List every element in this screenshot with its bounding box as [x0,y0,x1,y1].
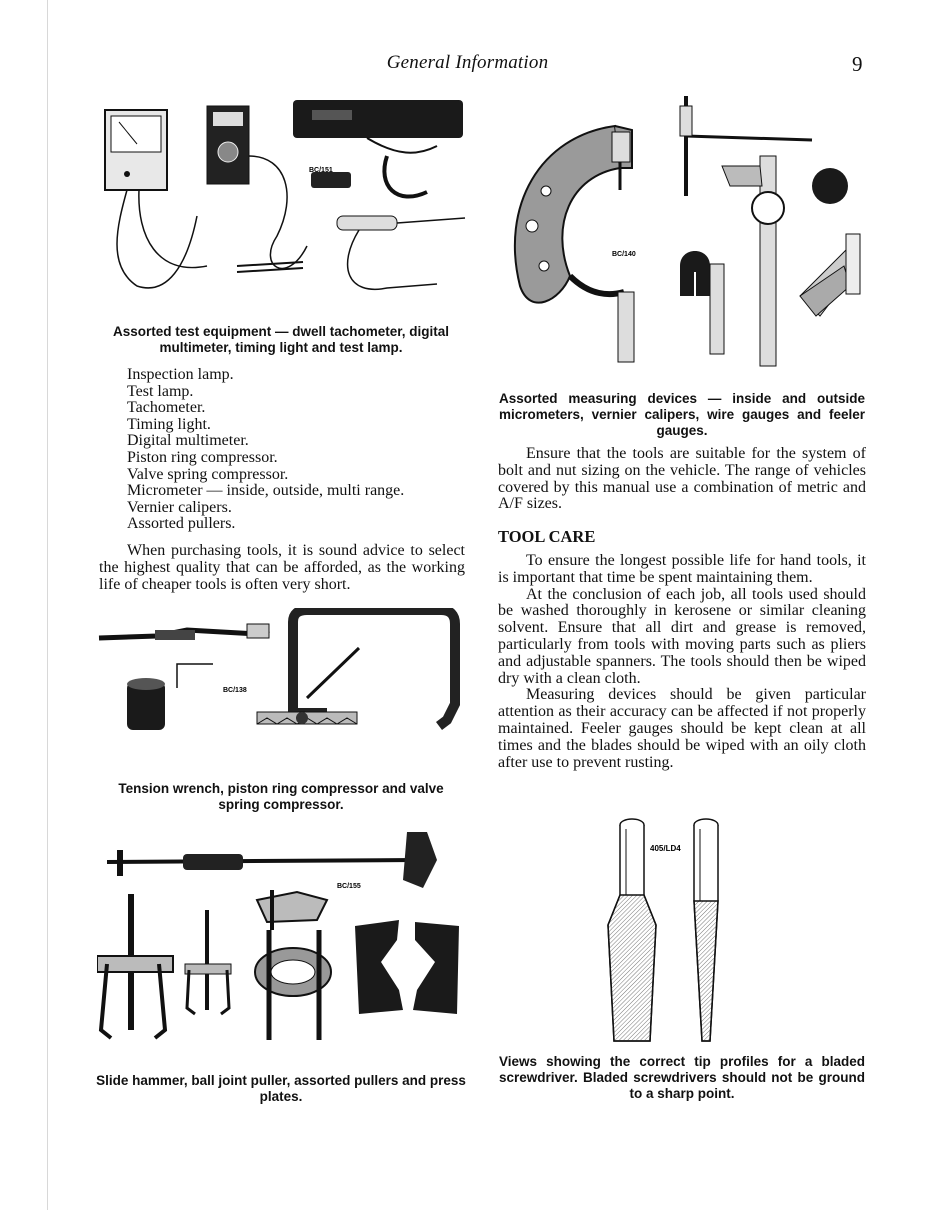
screwdriver-tip-illustration [598,815,738,1047]
list-item: Timing light. [127,415,211,433]
page-number: 9 [852,52,863,76]
tool-care-paragraph: To ensure the longest possible life for hand tools, it is important that time be spent maintaining them. [498,552,866,586]
measuring-devices-illustration [500,96,870,378]
puller-tools-illustration [97,830,467,1050]
compressor-tools-illustration [97,608,467,768]
list-item: Piston ring compressor. [127,448,278,466]
figure-caption-pullers: Slide hammer, ball joint puller, assorted pullers and press plates. [96,1073,466,1104]
list-item: Vernier calipers. [127,498,232,516]
tool-list [127,367,404,533]
figure-caption-compressors: Tension wrench, piston ring compressor and valve spring compressor. [118,781,444,812]
tool-care-paragraph: At the conclusion of each job, all tools used should be washed thoroughly in kerosene or similar cleaning solvent. Ensure that all dirt and grease is removed, particularly from tools with moving parts such as pliers and adjustable spanners. The tools should then be wiped dry with a clean cloth. [498,585,866,687]
figure-caption-screwdriver: Views showing the correct tip profiles for a bladed screwdriver. Bladed screwdrivers should not be ground to a sharp point. [499,1054,865,1101]
tool-care-heading: TOOL CARE [498,527,596,546]
tool-care-paragraph: Measuring devices should be given particular attention as their accuracy can be affected if not properly maintained. Feeler gauges should be kept clean at all times and the blades should be wiped with an oily cloth after use to prevent rusting. [498,686,866,771]
figure-label-bc140: BC/140 [612,251,636,258]
figure-label-bc151: BC/151 [309,167,333,174]
figure-label-405ld4: 405/LD4 [650,844,681,853]
figure-label-bc155: BC/155 [337,883,361,890]
list-item: Micrometer — inside, outside, multi range. [127,482,405,500]
running-header: General Information [386,52,549,73]
purchasing-advice-paragraph: When purchasing tools, it is sound advice to select the highest quality that can be afforded, as the working life of cheaper tools is often very short. [99,542,465,593]
tool-care-section [498,553,866,771]
tool-sizing-paragraph: Ensure that the tools are suitable for the system of bolt and nut sizing on the vehicle. The range of vehicles covered by this manual use a combination of metric and A/F sizes. [498,445,866,513]
list-item: Valve spring compressor. [127,465,289,483]
list-item: Inspection lamp. [127,366,234,383]
list-item: Digital multimeter. [127,432,249,450]
figure-caption-measuring-devices: Assorted measuring devices — inside and outside micrometers, vernier calipers, wire gauges and feeler gauges. [499,391,865,438]
test-equipment-illustration [97,96,469,310]
figure-label-bc138: BC/138 [223,687,247,694]
page-margin-line [47,0,48,1210]
list-item: Test lamp. [127,382,194,400]
list-item: Tachometer. [127,399,206,417]
figure-caption-test-equipment: Assorted test equipment — dwell tachometer, digital multimeter, timing light and test lamp. [112,324,450,355]
list-item: Assorted pullers. [127,515,236,533]
